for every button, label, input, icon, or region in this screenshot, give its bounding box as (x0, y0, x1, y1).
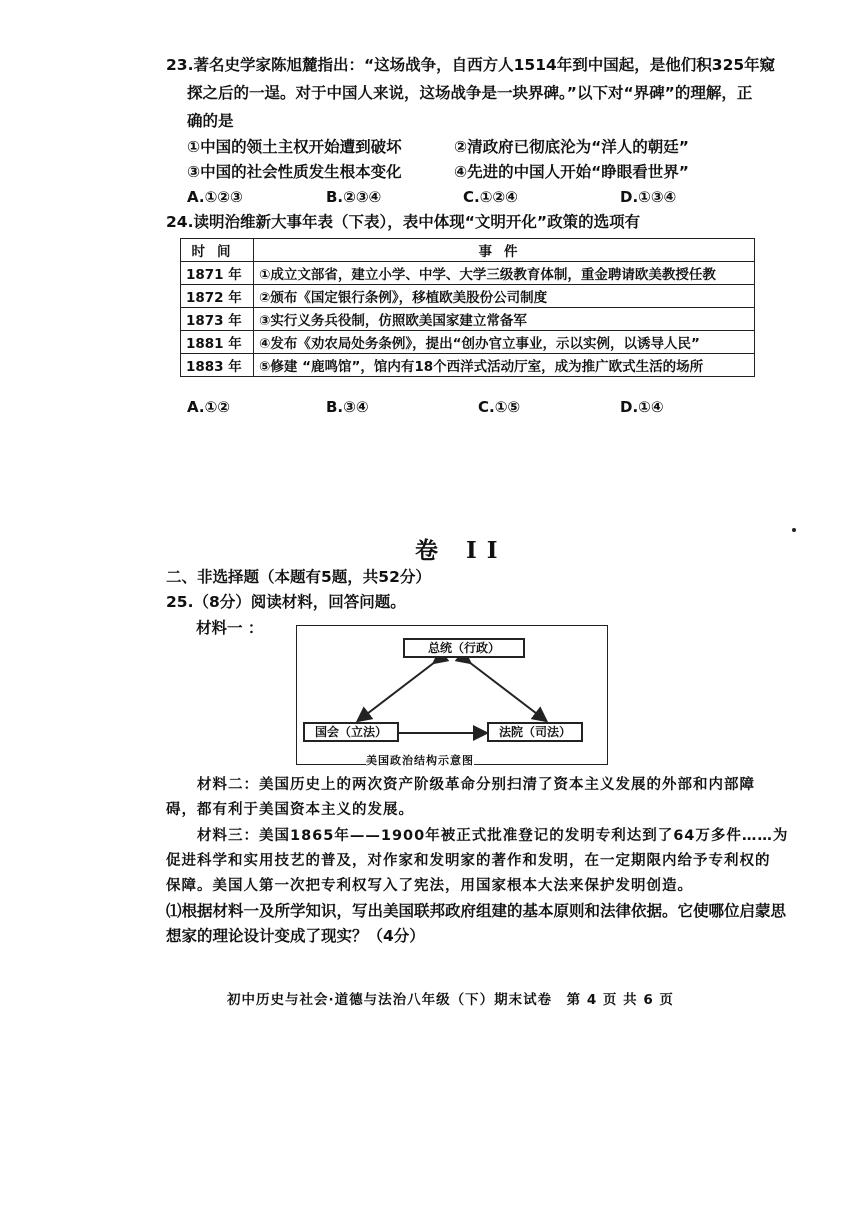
material-2-line2: 碍，都有利于美国资本主义的发展。 (166, 802, 414, 818)
material-1-label: 材料一 ： (196, 619, 264, 637)
q24-stem: 24.读明治维新大事年表（下表），表中体现“文明开化”政策的选项有 (166, 213, 641, 231)
box-president: 总统（行政） (403, 638, 525, 658)
q23-statement-2: ②清政府已彻底沦为“洋人的朝廷” (454, 138, 689, 156)
q23-option-d: D.①③④ (620, 188, 677, 206)
material-2-line1: 材料二：美国历史上的两次资产阶级革命分别扫清了资本主义发展的外部和内部障 (197, 777, 755, 793)
row-year: 1873 年 (181, 308, 254, 331)
table-row (181, 262, 755, 285)
header-event: 事件 (254, 239, 755, 262)
row-year: 1872 年 (181, 285, 254, 308)
material-3-line3: 保障。美国人第一次把专利权写入了宪法，用国家根本大法来保护发明创造。 (166, 878, 693, 894)
q24-option-a: A.①② (187, 398, 230, 416)
table-row (181, 331, 755, 354)
scan-speck (792, 528, 796, 532)
page-footer: 初中历史与社会·道德与法治八年级（下）期末试卷 第 4 页 共 6 页 (227, 992, 674, 1008)
q23-statement-3: ③中国的社会性质发生根本变化 (187, 163, 402, 181)
table-row (181, 308, 755, 331)
q23-statement-4: ④先进的中国人开始“睁眼看世界” (454, 163, 689, 181)
section-title: 卷 II (415, 537, 508, 564)
table-row (181, 354, 755, 377)
section-heading: 二、非选择题（本题有5题，共52分） (166, 568, 431, 586)
q23-statement-1: ①中国的领土主权开始遭到破坏 (187, 138, 402, 156)
q24-option-c: C.①⑤ (478, 398, 521, 416)
q24-option-b: B.③④ (326, 398, 369, 416)
q23-stem-line3: 确的是 (187, 112, 234, 130)
box-congress: 国会（立法） (303, 722, 399, 742)
arrow-president-congress (359, 662, 435, 720)
row-year: 1871 年 (181, 262, 254, 285)
material-3-line1: 材料三：美国1865年——1900年被正式批准登记的发明专利达到了64万多件……为 (197, 828, 789, 844)
header-time: 时间 (181, 239, 254, 262)
q25-stem: 25.（8分）阅读材料，回答问题。 (166, 593, 406, 611)
table-header-row (181, 239, 755, 262)
q23-option-b: B.②③④ (326, 188, 382, 206)
sub-question-1-line2: 想家的理论设计变成了现实？（4分） (166, 927, 425, 945)
row-event: ①成立文部省，建立小学、中学、大学三级教育体制，重金聘请欧美教授任教 (254, 262, 755, 285)
row-event: ⑤修建 “鹿鸣馆”，馆内有18个西洋式活动厅室，成为推广欧式生活的场所 (254, 354, 755, 377)
diagram-caption: 美国政治结构示意图 (366, 754, 474, 767)
row-event: ③实行义务兵役制，仿照欧美国家建立常备军 (254, 308, 755, 331)
row-event: ④发布《劝农局处务条例》，提出“创办官立事业，示以实例，以诱导人民” (254, 331, 755, 354)
box-court: 法院（司法） (487, 722, 583, 742)
q23-stem-line1: 23.著名史学家陈旭麓指出：“这场战争，自西方人1514年到中国起，是他们积325年窥 (166, 56, 776, 74)
q24-option-d: D.①④ (620, 398, 664, 416)
q23-stem-line2: 探之后的一逞。对于中国人来说，这场战争是一块界碑。”以下对“界碑”的理解，正 (187, 84, 753, 102)
us-political-structure-diagram (296, 625, 608, 765)
material-3-line2: 促进科学和实用技艺的普及，对作家和发明家的著作和发明，在一定期限内给予专利权的 (166, 853, 771, 869)
meiji-timeline-table (180, 238, 755, 377)
sub-question-1-line1: ⑴根据材料一及所学知识，写出美国联邦政府组建的基本原则和法律依据。它使哪位启蒙思 (166, 902, 787, 920)
row-year: 1881 年 (181, 331, 254, 354)
row-year: 1883 年 (181, 354, 254, 377)
arrow-president-court (469, 662, 545, 720)
row-event: ②颁布《国定银行条例》，移植欧美股份公司制度 (254, 285, 755, 308)
table-row (181, 285, 755, 308)
q23-option-c: C.①②④ (463, 188, 518, 206)
q23-option-a: A.①②③ (187, 188, 243, 206)
